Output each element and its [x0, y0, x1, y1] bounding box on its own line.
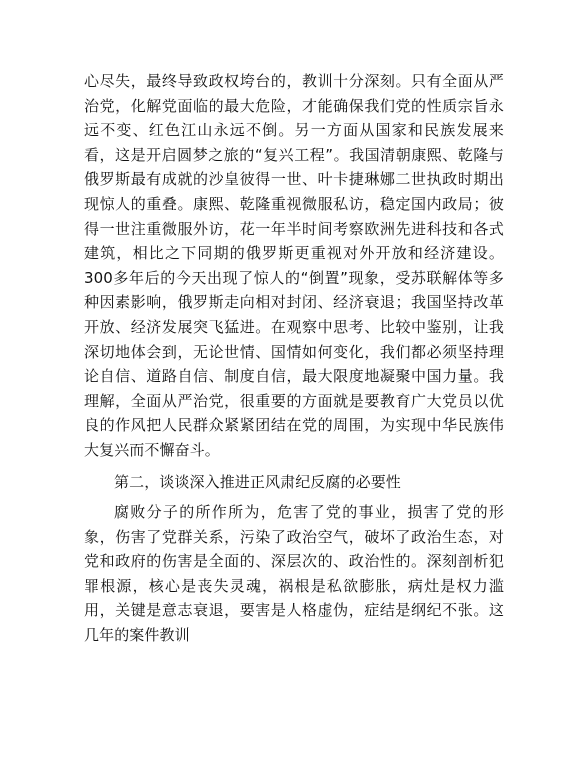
body-paragraph-1: 心尽失，最终导致政权垮台的，教训十分深刻。只有全面从严治党，化解党面临的最大危险，才能确保我们党的性质宗旨永远不变、红色江山永远不倒。另一方面从国家和民族发展来看，这是开启圆梦之旅的“复兴工程”。我国清朝康熙、乾隆与俄罗斯最有成就的沙皇彼得一世、叶卡捷琳娜二世执政时期出现惊人的重叠。康熙、乾隆重视微服私访，稳定国内政局；彼得一世注重微服外访，花一年半时间考察欧洲先进科技和各式建筑，相比之下同期的俄罗斯更重视对外开放和经济建设。300多年后的今天出现了惊人的“倒置”现象，受苏联解体等多种因素影响，俄罗斯走向相对封闭、经济衰退；我国坚持改革开放、经济发展突飞猛进。在观察中思考、比较中鉴别，让我深切地体会到，无论世情、国情如何变化，我们都必须坚持理论自信、道路自信、制度自信，最大限度地凝聚中国力量。我理解，全面从严治党，很重要的方面就是要教育广大党员以优良的作风把人民群众紧紧团结在党的周围，为实现中华民族伟大复兴而不懈奋斗。 — [84, 72, 504, 459]
section-heading: 第二，谈谈深入推进正风肃纪反腐的必要性 — [114, 472, 401, 491]
document-page — [84, 69, 504, 648]
body-paragraph-2: 腐败分子的所作所为，危害了党的事业，损害了党的形象，伤害了党群关系，污染了政治空气，破坏了政治生态，对党和政府的伤害是全面的、深层次的、政治性的。深刻剖析犯罪根源，核心是丧失灵魂，祸根是私欲膨胀，病灶是权力滥用，关键是意志衰退，要害是人格虚伪，症结是纲纪不张。这几年的案件教训 — [84, 503, 504, 645]
